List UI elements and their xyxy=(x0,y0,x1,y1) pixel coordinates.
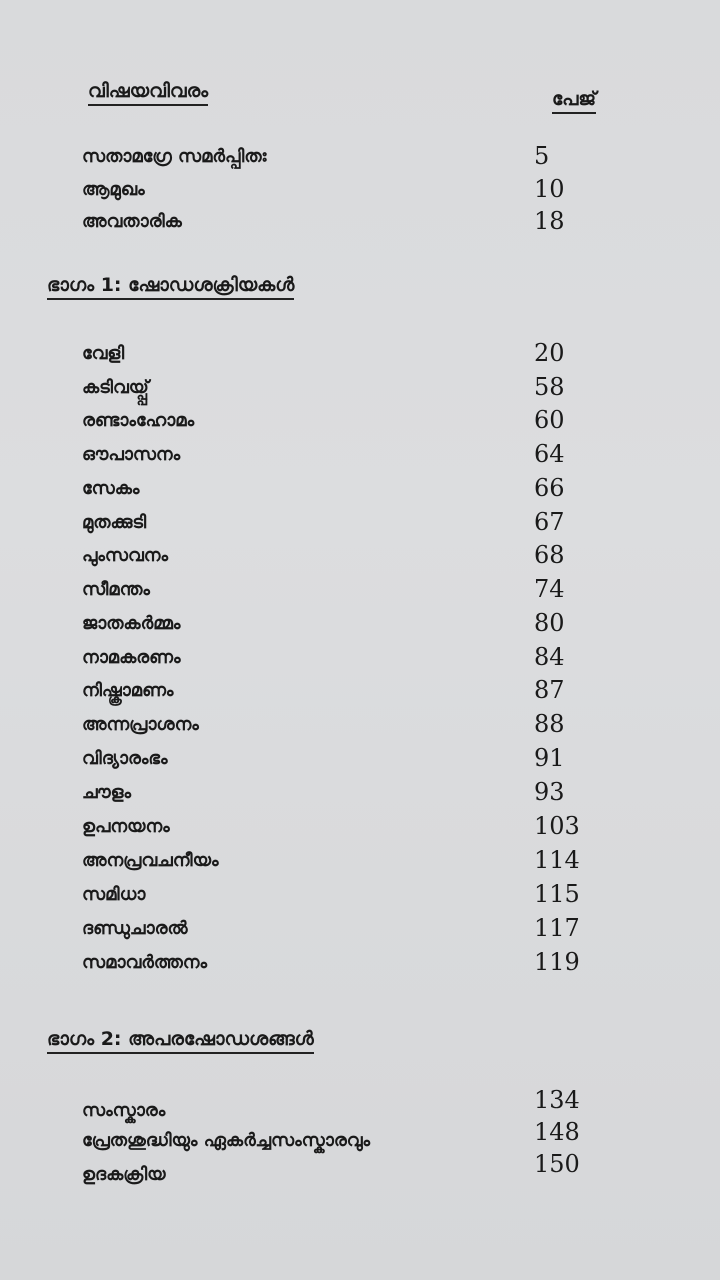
entry-page: 87 xyxy=(534,676,565,704)
entry-title: ചൗളം xyxy=(82,782,131,803)
contents-heading: വിഷയവിവരം xyxy=(88,80,208,106)
entry-page: 74 xyxy=(534,575,565,603)
entry-title: കടിവയ്പ്പ് xyxy=(82,377,149,398)
entry-title: ഉദകക്രിയ xyxy=(82,1164,166,1185)
list-item xyxy=(82,1118,602,1150)
entry-title: ജാതകർമ്മം xyxy=(82,613,181,634)
entry-title: സേകം xyxy=(82,478,140,499)
entry-page: 10 xyxy=(534,175,565,203)
list-item xyxy=(82,1086,602,1121)
list-item xyxy=(82,508,602,540)
entry-page: 88 xyxy=(534,710,565,738)
entry-title: ദണ്ഡുചാരൽ xyxy=(82,918,188,939)
list-item xyxy=(82,339,602,371)
entry-title: മുതക്കുടി xyxy=(82,512,147,533)
list-item xyxy=(82,474,602,506)
list-item xyxy=(82,914,602,946)
entry-page: 117 xyxy=(534,914,580,942)
entry-title: വിദ്യാരംഭം xyxy=(82,748,168,769)
entry-title: സതാമഗ്രേ സമർപ്പിതഃ xyxy=(82,146,267,167)
entry-title: പുംസവനം xyxy=(82,545,169,566)
entry-page: 148 xyxy=(534,1118,580,1146)
list-item xyxy=(82,948,602,980)
list-item xyxy=(82,676,602,708)
entry-page: 68 xyxy=(534,541,565,569)
entry-title: നിഷ്ക്രാമണം xyxy=(82,680,174,701)
entry-title: ആമുഖം xyxy=(82,179,145,200)
entry-title: രണ്ടാംഹോമം xyxy=(82,410,195,431)
entry-page: 84 xyxy=(534,643,565,671)
entry-title: അവതാരിക xyxy=(82,211,182,232)
entry-page: 5 xyxy=(534,142,550,170)
entry-page: 64 xyxy=(534,440,565,468)
entry-page: 60 xyxy=(534,406,565,434)
list-item xyxy=(82,575,602,607)
list-item xyxy=(82,142,602,174)
entry-page: 18 xyxy=(534,207,565,235)
entry-page: 80 xyxy=(534,609,565,637)
entry-page: 134 xyxy=(534,1086,580,1114)
list-item xyxy=(82,175,602,207)
list-item xyxy=(82,744,602,776)
list-item xyxy=(82,643,602,675)
entry-title: വേളി xyxy=(82,343,125,364)
list-item xyxy=(82,846,602,878)
entry-title: ഉപനയനം xyxy=(82,816,170,837)
entry-page: 150 xyxy=(534,1150,580,1178)
entry-page: 20 xyxy=(534,339,565,367)
entry-title: പ്രേതശുദ്ധിയും ഏകർച്ചസംസ്കാരവും xyxy=(82,1130,371,1151)
entry-page: 91 xyxy=(534,744,565,772)
entry-page: 93 xyxy=(534,778,565,806)
list-item xyxy=(82,812,602,844)
list-item xyxy=(82,207,602,239)
entry-page: 66 xyxy=(534,474,565,502)
entry-page: 114 xyxy=(534,846,580,874)
page-column-heading: പേജ് xyxy=(552,88,596,114)
entry-page: 67 xyxy=(534,508,565,536)
list-item xyxy=(82,406,602,438)
part1-heading: ഭാഗം 1: ഷോഡശക്രിയകൾ xyxy=(47,274,294,300)
list-item xyxy=(82,541,602,573)
entry-title: സമാവർത്തനം xyxy=(82,952,208,973)
list-item xyxy=(82,1150,602,1185)
entry-title: ഔപാസനം xyxy=(82,444,181,465)
part2-heading: ഭാഗം 2: അപരഷോഡശങ്ങൾ xyxy=(47,1028,314,1054)
list-item xyxy=(82,373,602,405)
list-item xyxy=(82,778,602,810)
list-item xyxy=(82,609,602,641)
entry-title: സമിധാ xyxy=(82,884,146,905)
entry-title: നാമകരണം xyxy=(82,647,181,668)
entry-title: അന്നപ്രാശനം xyxy=(82,714,199,735)
list-item xyxy=(82,880,602,912)
entry-page: 115 xyxy=(534,880,580,908)
list-item xyxy=(82,710,602,742)
entry-page: 58 xyxy=(534,373,565,401)
entry-title: സീമന്തം xyxy=(82,579,150,600)
entry-title: അനപ്രവചനീയം xyxy=(82,850,219,871)
list-item xyxy=(82,440,602,472)
entry-title: സംസ്കാരം xyxy=(82,1100,166,1121)
entry-page: 119 xyxy=(534,948,580,976)
entry-page: 103 xyxy=(534,812,580,840)
